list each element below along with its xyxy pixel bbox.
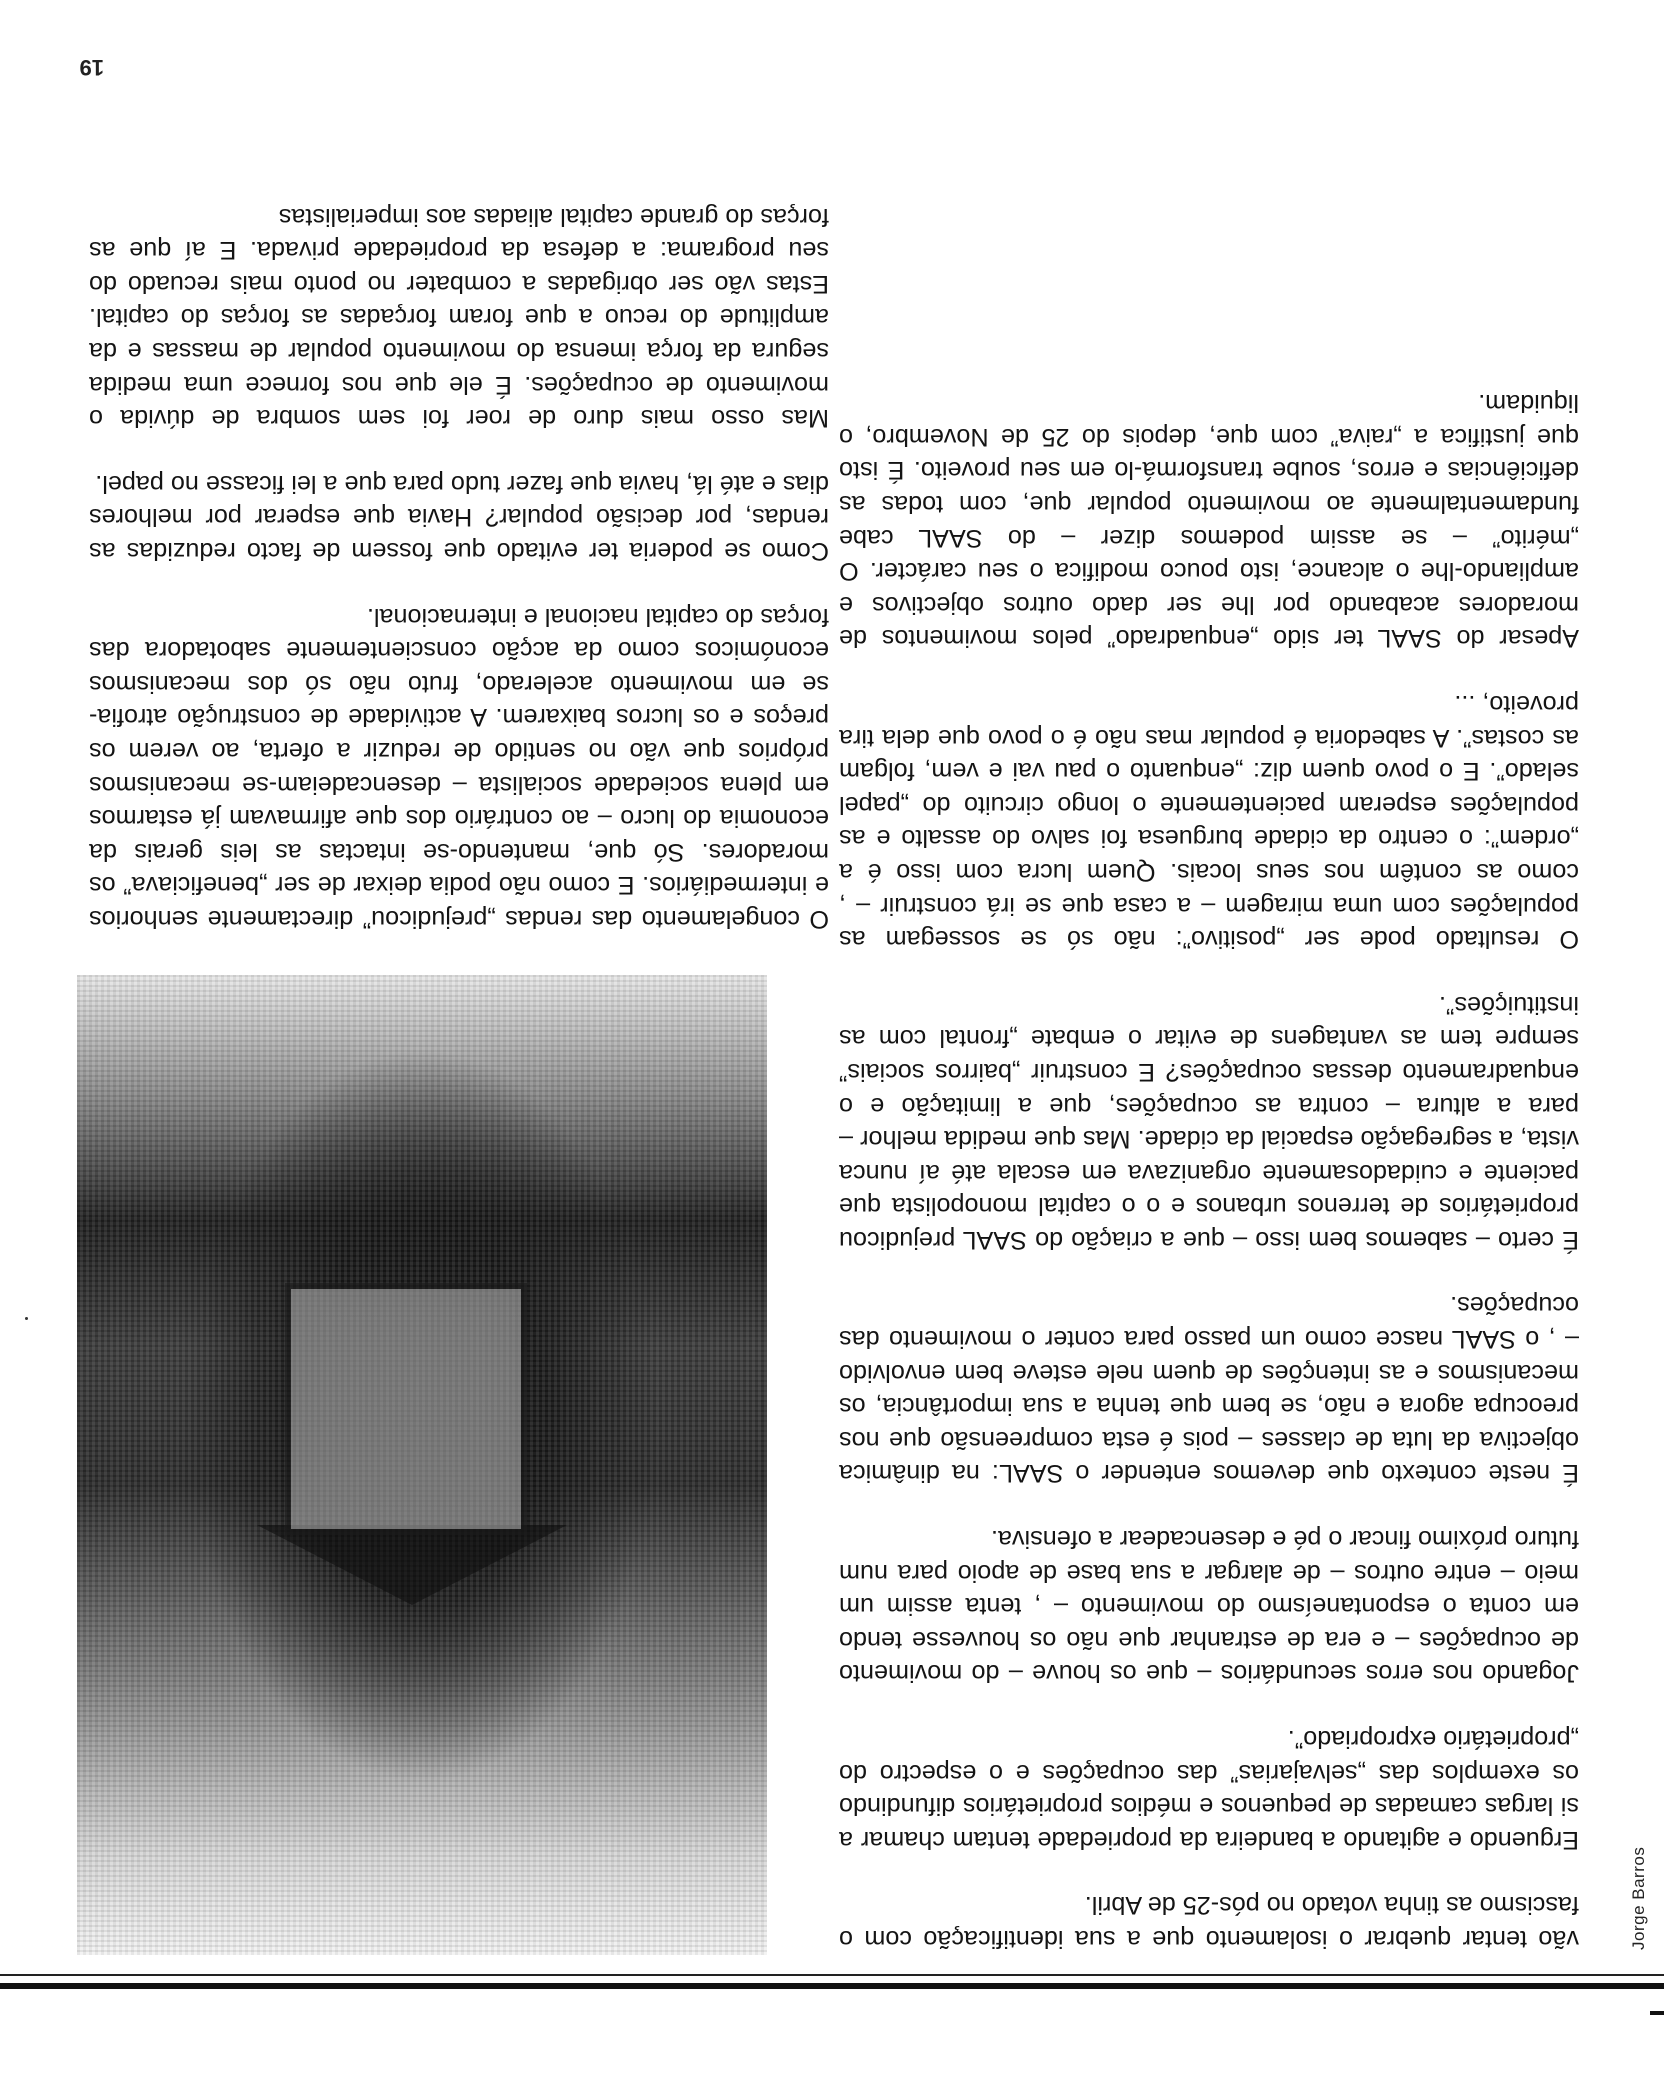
paragraph: Como se poderia ter evitado que fossem de facto reduzidas as rendas, por decisão popular? Havia que esperar por melhores dias e até lá, havia que fazer tudo para que a lei ficasse no papel.	[89, 469, 829, 566]
left-column	[89, 199, 829, 1955]
photo-house-shape	[285, 1283, 527, 1535]
paragraph: Jogando nos erros secundários – que os houve – do movimento de ocupações – e era de estranhar que não os houvesse tendo em conta o espontaneísmo do movimento – , tenta assim um meio – entre outros – de alargar a sua base de apoio para num futuro próximo fincar o pé e desencadear a ofensiva.	[839, 1525, 1579, 1688]
paragraph: É certo – sabemos bem isso – que a criação do SAAL prejudicou proprietários de terrenos urbanos e o o capital monopolista que paciente e cuidadosamente organizava em escala até aí nunca vista, a segregação espacial da cidade. Mas que medida melhor – para a altura – contra as ocupações, que a limitação e o enquadramento dessas ocupações? E construir „bairros sociais” sempre tem as vantagens de evitar o embate „frontal com as instituições”.	[839, 990, 1579, 1254]
right-column	[839, 386, 1579, 1955]
photo-roof-shape	[257, 1525, 567, 1605]
paragraph: O congelamento das rendas „prejudicou” directamente senhorios e intermediários. E como não podia deixar de ser „beneficiava” os moradores. Só que, mantendo-se intactas as leis gerais da economia do lucro – ao contrário dos que afirmavam já estarmos em plena sociedade socialista – desencadeiam-se mecanismos próprios que vão no sentido de reduzir a oferta, ao verem os preços e os lucros baixarem. A actividade de construção atrofia-se em movimento acelerado, fruto não só dos mecanismos económicos como da acção conscientemente sabotadora das forças do capital nacional e internacional.	[89, 602, 829, 933]
paragraph: vão tentar quebrar o isolamento que a sua identificação com o fascismo as tinha votado no pós-25 de Abril.	[839, 1891, 1579, 1953]
paragraph: Mas osso mais duro de roer foi sem sombra de dúvida o movimento de ocupações. É ele que nos fornece uma medida segura da força imensa do movimento popular de massas e da amplitude do recuo a que foram forçadas as forças do capital. Estas vão ser obrigadas a combater no ponto mais recuado do seu programa: a defesa da propriedade privada. E aí que as forças do grande capital aliadas aos imperialistas	[89, 202, 829, 433]
paragraph: Apesar do SAAL ter sido „enquadrado” pelos movimentos de moradores acabando por lhe ser dado outros objectivos e ampliando-lhe o alcance, isto pouco modifica o seu carácter. O „mérito” – se assim podemos dizer – do SAAL cabe fundamentalmente ao movimento popular que, com todas as deficiências e erros, soube transformá-lo em seu proveito. É isto que justifica a „raiva” com que, depois do 25 de Novembro, o liquidam.	[839, 389, 1579, 653]
rule-thick	[0, 1983, 1664, 1989]
photo-credit: Jorge Barros	[1629, 1846, 1648, 1950]
paragraph: É neste contexto que devemos entender o SAAL: na dinâmica objectiva da luta de classes – pois é esta compreensão que nos preocupa agora e não, se bem que tenha a sua importância, os mecanismos e as intenções de quem nele esteve bem envolvido – , o SAAL nasce como um passo para conter o movimento das ocupações.	[839, 1291, 1579, 1488]
page-number: 19	[79, 55, 104, 80]
rule-thin	[0, 1974, 1664, 1976]
margin-mark	[1650, 2011, 1664, 2015]
scan-speck	[25, 1317, 28, 1320]
paragraph: Erguendo e agitando a bandeira da propriedade tentam chamar a si largas camadas de pequenos e médios proprietários difundindo os exemplos das „selvajarias” das ocupações e o espectro do „proprietário expropriado”.	[839, 1725, 1579, 1854]
photo	[77, 975, 767, 1955]
paragraph: O resultado pode ser „positivo”: não só se sossegam as populações com uma miragem – a casa que se irá construir – , como as contêm nos seus locais. Quem lucra com isso é a „ordem”: o centro da cidade burguesa foi salvo do assalto e as populações esperam pacientemente o longo circuito do „papel selado”. E o povo quem diz: „enquanto o pau vai e vem, folgam as costas”. A sabedoria é popular mas não é o povo que dela tira proveito, ...	[839, 690, 1579, 954]
